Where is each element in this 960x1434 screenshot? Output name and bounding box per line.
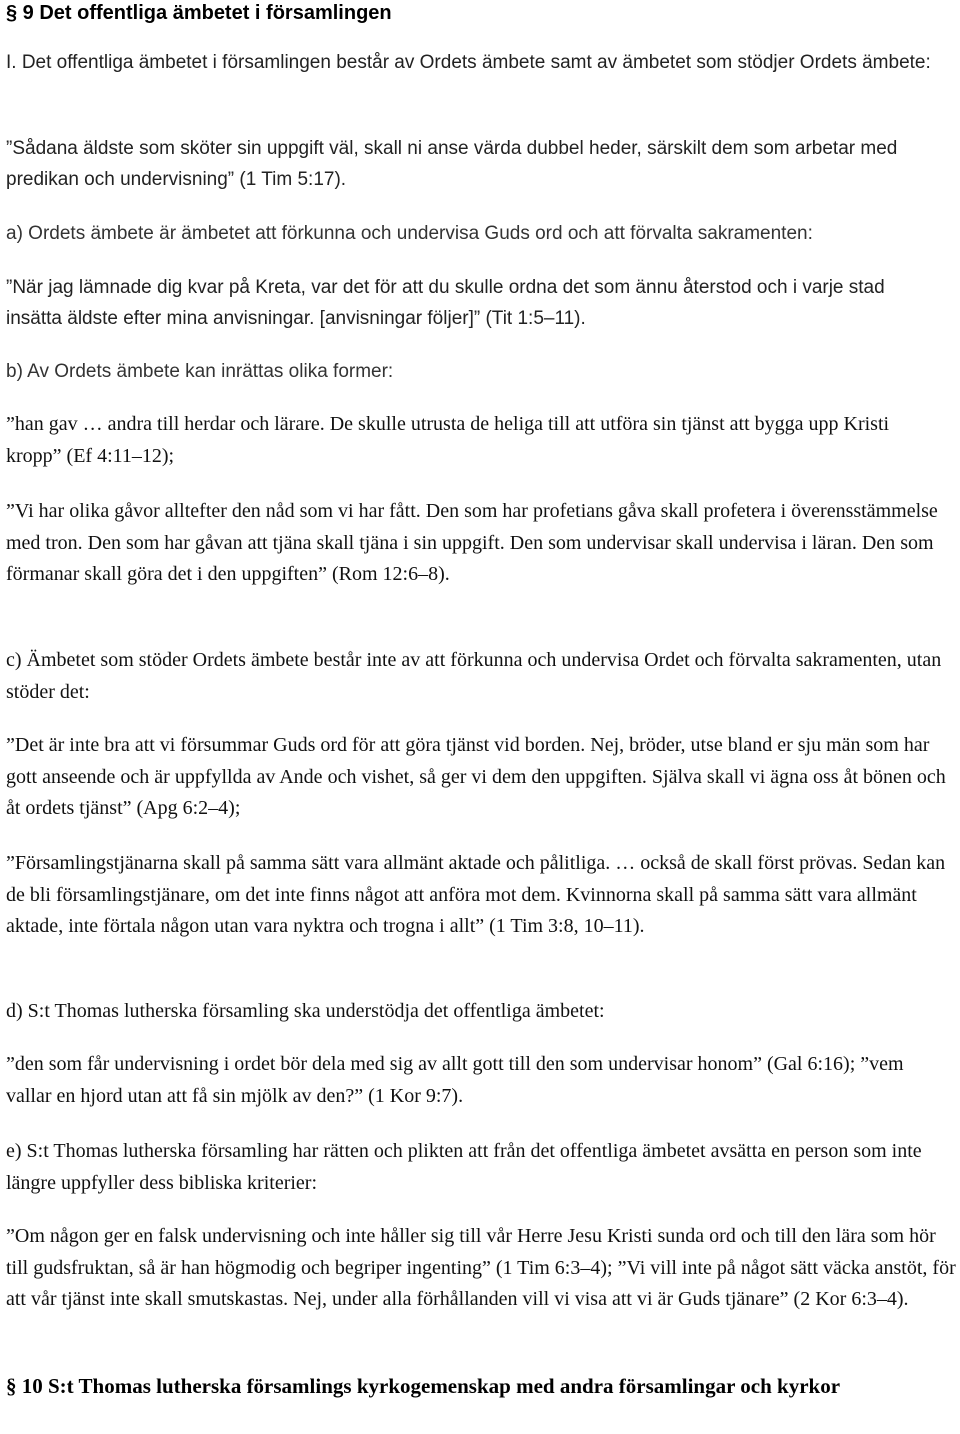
- quote-ef-4-11: ”han gav … andra till herdar och lärare. De skulle utrusta de heliga till att utföra sin tjänst att bygga upp Kristi kropp” (Ef 4:11–12);: [6, 413, 890, 467]
- paragraph-e: e) S:t Thomas lutherska församling har rätten och plikten att från det offentliga ämbetet avsätta en person som inte längre uppfyller dess bibliska kriterier:: [6, 1140, 922, 1194]
- paragraph-d: d) S:t Thomas lutherska församling ska understödja det offentliga ämbetet:: [6, 1000, 605, 1022]
- section-heading: § 9 Det offentliga ämbetet i församlingen: [6, 2, 392, 24]
- paragraph-intro: I. Det offentliga ämbetet i församlingen består av Ordets ämbete samt av ämbetet som stödjer Ordets ämbete:: [6, 52, 931, 73]
- quote-1tim-5-17: ”Sådana äldste som sköter sin uppgift väl, skall ni anse värda dubbel heder, särskilt dem som arbetar med predikan och undervisning” (1 Tim 5:17).: [6, 138, 898, 190]
- paragraph-b: b) Av Ordets ämbete kan inrättas olika former:: [6, 361, 394, 382]
- quote-apg-6-2: ”Det är inte bra att vi försummar Guds ord för att göra tjänst vid borden. Nej, bröder, utse bland er sju män som har gott anseende och är uppfyllda av Ande och vishet, så ger vi dem den uppgiften. Själva skall vi ägna oss åt bönen och åt ordets tjänst” (Apg 6:2–4);: [6, 734, 946, 819]
- quote-rom-12-6: ”Vi har olika gåvor alltefter den nåd som vi har fått. Den som har profetians gåva skall profetera i överensstämmelse med tron. Den som har gåvan att tjäna skall tjäna i sin uppgift. Den som undervisar skall undervisa i läran. Den som förmanar skall göra det i den uppgiften” (Rom 12:6–8).: [6, 500, 938, 585]
- paragraph-c: c) Ämbetet som stöder Ordets ämbete består inte av att förkunna och undervisa Ordet och förvalta sakramenten, utan stöder det:: [6, 649, 942, 703]
- section-heading-10: § 10 S:t Thomas lutherska församlings kyrkogemenskap med andra församlingar och kyrkor: [6, 1374, 841, 1398]
- quote-1tim-6-3: ”Om någon ger en falsk undervisning och inte håller sig till vår Herre Jesu Kristi sunda ord och till den lära som hör till gudsfruktan, så är han högmodig och begriper ingenting” (1 Tim 6:3–4); ”Vi vill inte på något sätt väcka anstöt, för att vår tjänst inte skall smutskastas. Nej, under alla förhållanden vill vi visa att vi är Guds tjänare” (2 Kor 6:3–4).: [6, 1225, 956, 1310]
- paragraph-a: a) Ordets ämbete är ämbetet att förkunna och undervisa Guds ord och att förvalta sakramenten:: [6, 223, 813, 244]
- quote-tit-1-5: ”När jag lämnade dig kvar på Kreta, var det för att du skulle ordna det som ännu återstod och i varje stad insätta äldste efter mina anvisningar. [anvisningar följer]” (Tit 1:5–11).: [6, 277, 885, 329]
- quote-gal-6-16: ”den som får undervisning i ordet bör dela med sig av allt gott till den som undervisar honom” (Gal 6:16); ”vem vallar en hjord utan att få sin mjölk av den?” (1 Kor 9:7).: [6, 1053, 904, 1107]
- quote-1tim-3-8: ”Församlingstjänarna skall på samma sätt vara allmänt aktade och pålitliga. … också de skall först prövas. Sedan kan de bli församlingstjänare, om det inte finns något att anföra mot dem. Kvinnorna skall på samma sätt vara allmänt aktade, inte förtala någon utan vara nyktra och trogna i allt” (1 Tim 3:8, 10–11).: [6, 852, 946, 937]
